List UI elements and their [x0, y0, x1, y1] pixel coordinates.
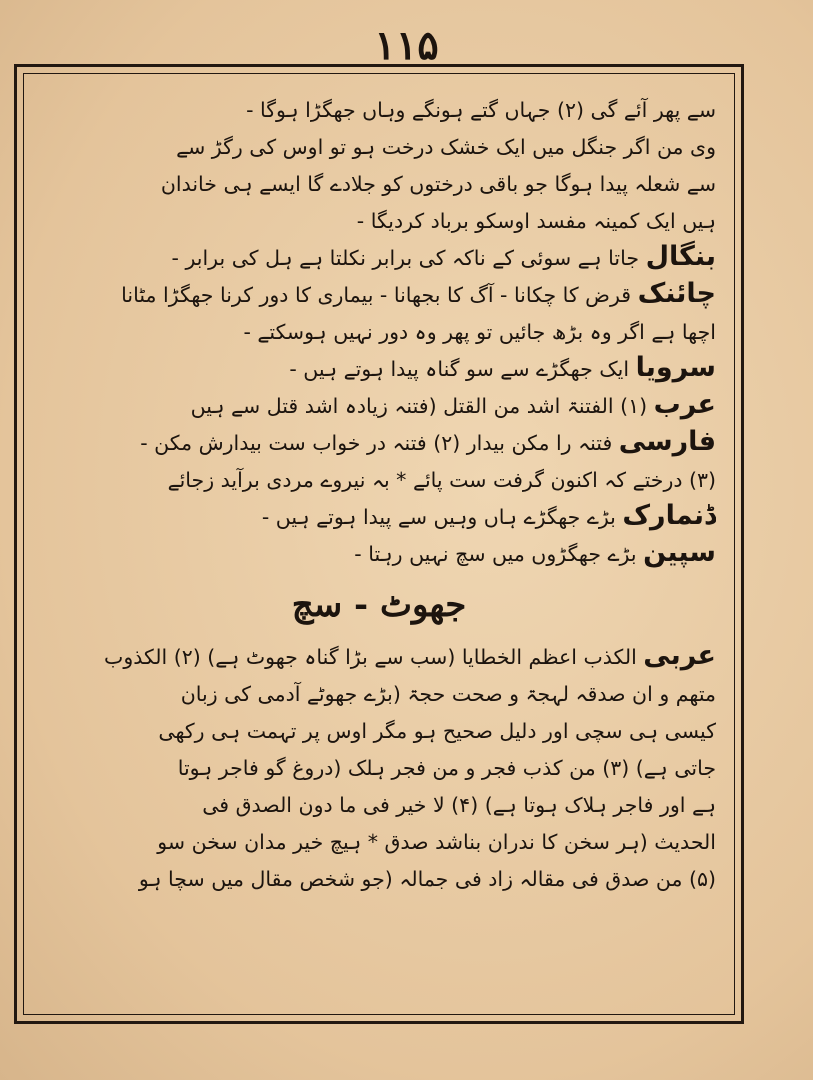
line-text: الحدیث (ہر سخن کا ندران بناشد صدق * ہیچ خیر مدان سخن سو — [157, 830, 716, 854]
line-text: ایک جھگڑے سے سو گناہ پیدا ہوتے ہیں - — [289, 357, 636, 381]
section-strife — [42, 90, 716, 571]
text-line — [42, 164, 716, 201]
text-line — [42, 201, 716, 238]
text-line — [42, 423, 716, 460]
line-text: کیسی ہی سچی اور دلیل صحیح ہو مگر اوس پر تہمت ہی رکھی — [158, 719, 716, 743]
line-text: (۱) الفتنۃ اشد من القتل (فتنہ زیادہ اشد قتل سے ہیں — [190, 394, 654, 418]
line-text: اچھا ہے اگر وہ بڑھ جائیں تو پھر وہ دور نہیں ہوسکتے - — [243, 320, 716, 344]
text-line — [42, 386, 716, 423]
line-text: جاتی ہے) (۳) من کذب فجر و من فجر ہلک (دروغ گو فاجر ہوتا — [177, 756, 716, 780]
country-label: سرویا — [635, 352, 716, 383]
text-line — [42, 90, 716, 127]
text-line — [42, 349, 716, 386]
country-label: ڈنمارک — [622, 500, 716, 531]
text-line — [42, 460, 716, 497]
line-text: (۵) من صدق فی مقالہ زاد فی جمالہ (جو شخص مقال میں سچا ہو — [138, 867, 716, 891]
country-label: چائنک — [637, 278, 716, 309]
text-frame — [14, 64, 744, 1024]
country-label: عرب — [653, 389, 716, 420]
section-falsehood-truth — [42, 637, 716, 896]
line-text: وی من اگر جنگل میں ایک خشک درخت ہو تو اوس کی رگڑ سے — [176, 135, 716, 159]
text-line — [42, 859, 716, 896]
line-text: بڑے جھگڑے ہاں وہیں سے پیدا ہوتے ہیں - — [261, 505, 623, 529]
text-line — [42, 275, 716, 312]
line-text: سے پھر آئے گی (۲) جہاں گتے ہونگے وہاں جھگڑا ہوگا - — [246, 98, 716, 122]
text-line — [42, 785, 716, 822]
section-heading: جھوٹ - سچ — [291, 585, 467, 625]
text-line — [42, 711, 716, 748]
text-line — [42, 748, 716, 785]
text-line — [42, 497, 716, 534]
line-text: ہیں ایک کمینہ مفسد اوسکو برباد کردیگا - — [356, 209, 716, 233]
line-text: سے شعلہ پیدا ہوگا جو باقی درختوں کو جلادے گا ایسے ہی خاندان — [160, 172, 716, 196]
line-text: جاتا ہے سوئی کے ناکہ کی برابر نکلتا ہے ہل کی برابر - — [171, 246, 646, 270]
line-text: بڑے جھگڑوں میں سچ نہیں رہتا - — [354, 542, 644, 566]
text-line — [42, 312, 716, 349]
country-label: بنگال — [645, 241, 716, 272]
line-text: فتنہ را مکن بیدار (۲) فتنہ در خواب ست بیدارش مکن - — [140, 431, 619, 455]
line-text: قرض کا چکانا - آگ کا بجھانا - بیماری کا دور کرنا جھگڑا مٹانا — [121, 283, 638, 307]
text-line — [42, 127, 716, 164]
line-text: (۳) درختے کہ اکنون گرفت ست پائے * بہ نیروے مردی برآید زجائے — [167, 468, 716, 492]
country-label: سپین — [643, 537, 716, 568]
text-line — [42, 822, 716, 859]
text-line — [42, 674, 716, 711]
line-text: الکذب اعظم الخطایا (سب سے بڑا گناہ جھوٹ ہے) (۲) الکذوب — [104, 645, 644, 669]
text-frame-inner — [23, 73, 735, 1015]
country-label: عربی — [643, 640, 716, 671]
line-text: متھم و ان صدقہ لہجۃ و صحت حجۃ (بڑے جھوٹے آدمی کی زبان — [180, 682, 716, 706]
country-label: فارسی — [618, 426, 716, 457]
text-line — [42, 637, 716, 674]
text-line — [42, 238, 716, 275]
line-text: ہے اور فاجر ہلاک ہوتا ہے) (۴) لا خیر فی ما دون الصدق فی — [202, 793, 716, 817]
page-number: ۱۱۵ — [374, 22, 439, 69]
text-line — [42, 534, 716, 571]
